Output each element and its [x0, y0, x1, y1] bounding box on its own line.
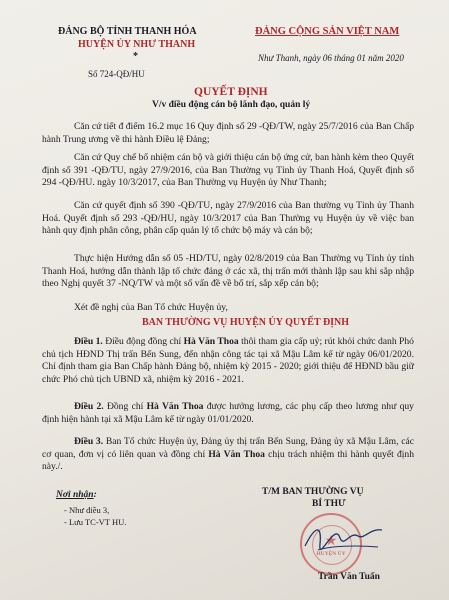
article-1-label: Điều 1. — [74, 336, 103, 347]
seal-text: HUYỆN ỦY — [316, 551, 346, 557]
place-date: Như Thanh, ngày 06 tháng 01 năm 2020 — [258, 53, 404, 63]
article-2-text-a: Đồng chí — [103, 401, 147, 412]
party-name: ĐẢNG CỘNG SẢN VIỆT NAM — [255, 26, 400, 37]
article-2 — [42, 401, 414, 426]
article-1-text-a: Điều động đồng chí — [102, 336, 184, 347]
article-3-text-b: chịu trách nhiệm thi hành quyết định này./. — [42, 448, 415, 473]
preamble-4: Thực hiện Hướng dẫn số 05 -HD/TU, ngày 02/8/2019 của Ban Thường vụ Tỉnh ủy tỉnh Thanh Hoá, hướng dẫn thành lập tổ chức đảng ở các xã, thị trấn mới thành lập sau khi sắp nhập theo Nghị quyết 37 -NQ/TW và một số vấn đề về bố trí, sắp xếp cán bộ; — [42, 253, 414, 290]
handwritten-signature — [300, 516, 390, 561]
article-2-label: Điều 2. — [74, 401, 104, 412]
article-1-person: Hà Văn Thoa — [183, 336, 239, 347]
seal-star-icon: ★ — [324, 534, 338, 549]
article-1 — [42, 336, 414, 386]
preamble-2: Căn cứ Quy chế bổ nhiệm cán bộ và giới thiệu cán bộ ứng cử, ban hành kèm theo Quyết định số 391 -QĐ/TU, ngày 27/9/2016, của Ban Thường vụ Tỉnh ủy Thanh Hoá, Quyết định số 294 -QĐ/HU. ngày 10/3/2017, của Ban Thường vụ Huyện ủy Như Thanh; — [42, 152, 414, 189]
article-2-person: Hà Văn Thoa — [146, 401, 204, 412]
signer-role: BÍ THƯ — [312, 499, 346, 509]
article-3-text-a: Ban Tổ chức Huyện ủy, Đảng ủy thị trấn Bến Sung, Đảng ủy xã Mậu Lâm, các cơ quan, đơn vị có liên quan và đồng chí — [42, 436, 415, 460]
preamble-1: Căn cứ tiết đ điểm 16.2 mục 16 Quy định số 29 -QĐ/TW, ngày 25/7/2016 của Ban Chấp hành Trung ương về thi hành Điều lệ Đảng; — [42, 121, 414, 145]
decision-heading: BAN THƯỜNG VỤ HUYỆN ỦY QUYẾT ĐỊNH — [142, 317, 350, 328]
recipient-item: - Như điều 3, — [64, 505, 110, 515]
article-3-label: Điều 3. — [74, 436, 104, 447]
signing-authority: T/M BAN THƯỜNG VỤ — [262, 487, 364, 497]
document-subject: V/v điều động cán bộ lãnh đạo, quản lý — [152, 100, 311, 110]
district-committee: HUYỆN ỦY NHƯ THANH — [78, 39, 196, 50]
signer-name: Trần Văn Tuấn — [318, 572, 380, 582]
recipients-heading: Nơi nhận: — [56, 490, 97, 500]
article-3-person: Hà Văn Thoa — [208, 448, 265, 460]
article-1-text-b: thôi tham gia cấp uỷ; rút khỏi chức danh Phó chủ tịch HĐND Thị trấn Bến Sung, đến nhận công tác tại xã Mậu Lâm kể từ ngày 06/01/2020. Chỉ định tham gia Ban Chấp hành Đảng bộ, nhiệm kỳ 2015 - 2020; giới thiệu để HĐND bầu giữ chức Phó chủ tịch UBND xã, nhiệm kỳ 2016 - 2021. — [42, 336, 414, 385]
document-title: QUYẾT ĐỊNH — [194, 86, 268, 98]
recipients-heading-text: Nơi nhận — [56, 490, 94, 500]
recipient-item: - Lưu TC-VT HU. — [64, 517, 127, 527]
preamble-5: Xét đề nghị của Ban Tổ chức Huyện ủy, — [74, 302, 228, 313]
party-committee: ĐẢNG BỘ TỈNH THANH HÓA — [58, 26, 197, 37]
header-star: * — [133, 51, 138, 62]
article-2-text-b: được hưởng lương, các phụ cấp theo lương như quy định hiện hành tại xã Mậu Lâm kể từ ngày 01/01/2020. — [42, 401, 414, 425]
preamble-3: Căn cứ quyết định số 390 -QĐ/TU, ngày 27/9/2016 của Ban thường vụ Tỉnh ủy Thanh Hoá. Quyết định số 293 -QĐ/HU, ngày 10/3/2017 của Ban Thường vụ Huyện ủy về việc ban hành quy định phân công, phân cấp quản lý tổ chức bộ máy và cán bộ; — [42, 200, 414, 237]
doc-number: Số 724-QĐ/HU — [88, 69, 145, 79]
article-3 — [42, 436, 414, 474]
